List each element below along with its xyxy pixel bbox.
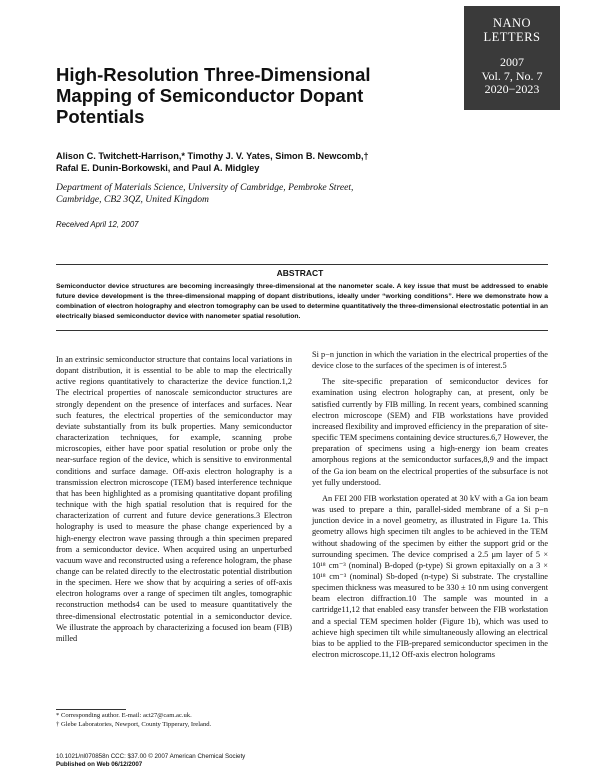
journal-volume: Vol. 7, No. 7 [481,68,543,83]
authors-line2: Rafal E. Dunin-Borkowski, and Paul A. Midgley [56,163,260,173]
right-column-paragraph-2: The site-specific preparation of semiconductor devices for examination using electron holography can, at present, only be satisfied currently by FIB milling. In recent years, combined scanning electron microscope (SEM) and FIB workstations have provided increased flexibility and improved efficiency in the preparation of site-specific TEM specimens containing device structures.6,7 However, the preparation of specimens using a high-energy ion beam creates amorphous regions at the semiconductor surfaces,8,9 and the impact of the Ga ion beam on the electrical properties of the subsurface is not yet fully understood. [312,377,548,487]
affiliation-line1: Department of Materials Science, University of Cambridge, Pembroke Street, [56,182,354,193]
footnote-rule [56,709,126,710]
abstract-text: Semiconductor device structures are becoming increasingly three-dimensional at the nanometer scale. A key issue that must be addressed to enable future device development is the three-dimensional mapping of dopant distributions, ideally under “working conditions”. Here we demonstrate how a combination of electron holography and electron tomography can be used to determine quantitatively the three-dimensional electrostatic potential in an electrically biased semiconductor device with nanometer spatial resolution. [56,283,548,320]
left-column-paragraph: In an extrinsic semiconductor structure that contains local variations in dopant distribution, it is essential to be able to map the electrically active regions quantitatively to characterize the device function.1,2 The electrical properties of nanoscale semiconductor structures are strongly dependent on the presence of interfaces and surfaces. Near such features, the electrical properties of the semiconductor may deviate substantially from its bulk properties. Many semiconductor characterization techniques, for example, scanning probe microscopies, either have poor spatial resolution or probe only the near-surface region of the device, which is sensitive to environmental conditions and surface damage. Off-axis electron holography is a transmission electron microscope (TEM) based interference technique that has been highlighted as a promising quantitative dopant profiling technique with the high spatial resolution that is required for the characterization of current and future device generations.3 Electron holography is used to measure the phase change experienced by a high-energy electron wave passing through a thin specimen prepared from a semiconductor device. When acquired using an unperturbed vacuum wave and reconstructed using a reference hologram, the phase change can be related directly to the electrostatic potential distribution in the specimen. Here we show that by acquiring a series of off-axis electron holograms over a range of specimen tilt angles, tomographic reconstruction methods4 can be used to measure quantitatively the three-dimensional electrostatic potential in a semiconductor device. We illustrate the approach by characterizing a focused ion beam (FIB) milled [56,355,292,643]
abstract-top-rule [56,264,548,265]
author-list [56,150,476,174]
affiliation-line2: Cambridge, CB2 3QZ, United Kingdom [56,194,209,205]
authors-line1: Alison C. Twitchett-Harrison,* Timothy J. V. Yates, Simon B. Newcomb,† [56,151,369,161]
right-column-paragraph-3: An FEI 200 FIB workstation operated at 30 kV with a Ga ion beam was used to prepare a thin, parallel-sided membrane of a Si p−n junction device in a novel geometry, as illustrated in Figure 1a. This geometry allows high specimen tilt angles to be achieved in the TEM without shadowing of the specimen by either the support grid or the surrounding specimen. The device comprised a 2.5 μm layer of 5 × 10¹⁸ cm⁻³ (nominal) B-doped (p-type) Si grown epitaxially on a 3 × 10¹⁸ cm⁻³ (nominal) Sb-doped (n-type) Si substrate. The crystalline specimen thickness was measured to be 330 ± 10 nm using convergent beam electron diffraction.10 The sample was mounted in a cartridge11,12 that enabled easy transfer between the FIB workstation and a special TEM specimen holder (Figure 1b), which was used to achieve high specimen tilt while simultaneously allowing an electrical bias to be applied to the FIB-prepared semiconductor specimen in the electron microscope.11,12 Off-axis electron holograms [312,493,548,660]
footer-published: Published on Web 06/12/2007 [56,761,143,768]
affiliation [56,182,386,206]
footnotes [56,712,292,730]
right-column [312,349,548,660]
footnote-corresponding: * Corresponding author. E-mail: act27@cam.ac.uk. [56,712,192,719]
footer-doi: 10.1021/nl070858n CCC: $37.00 © 2007 American Chemical Society [56,753,246,760]
journal-pages: 2020−2023 [484,82,540,96]
journal-year: 2007 [500,55,524,69]
journal-badge [464,6,560,110]
page-footer [56,753,356,769]
abstract-bottom-rule [56,330,548,331]
paper-title: High-Resolution Three-Dimensional Mapping of Semiconductor Dopant Potentials [56,64,371,127]
left-column [56,354,292,644]
right-column-paragraph-1: Si p−n junction in which the variation in the electrical properties of the device close to the surfaces of the specimen is of interest.5 [312,350,548,371]
journal-name-line1: NANO [492,16,532,30]
received-date: Received April 12, 2007 [56,220,139,229]
abstract-heading: ABSTRACT [276,268,324,278]
footnote-affiliation: † Glebe Laboratories, Newport, County Tipperary, Ireland. [56,720,212,728]
journal-name-line2: LETTERS [483,30,541,44]
